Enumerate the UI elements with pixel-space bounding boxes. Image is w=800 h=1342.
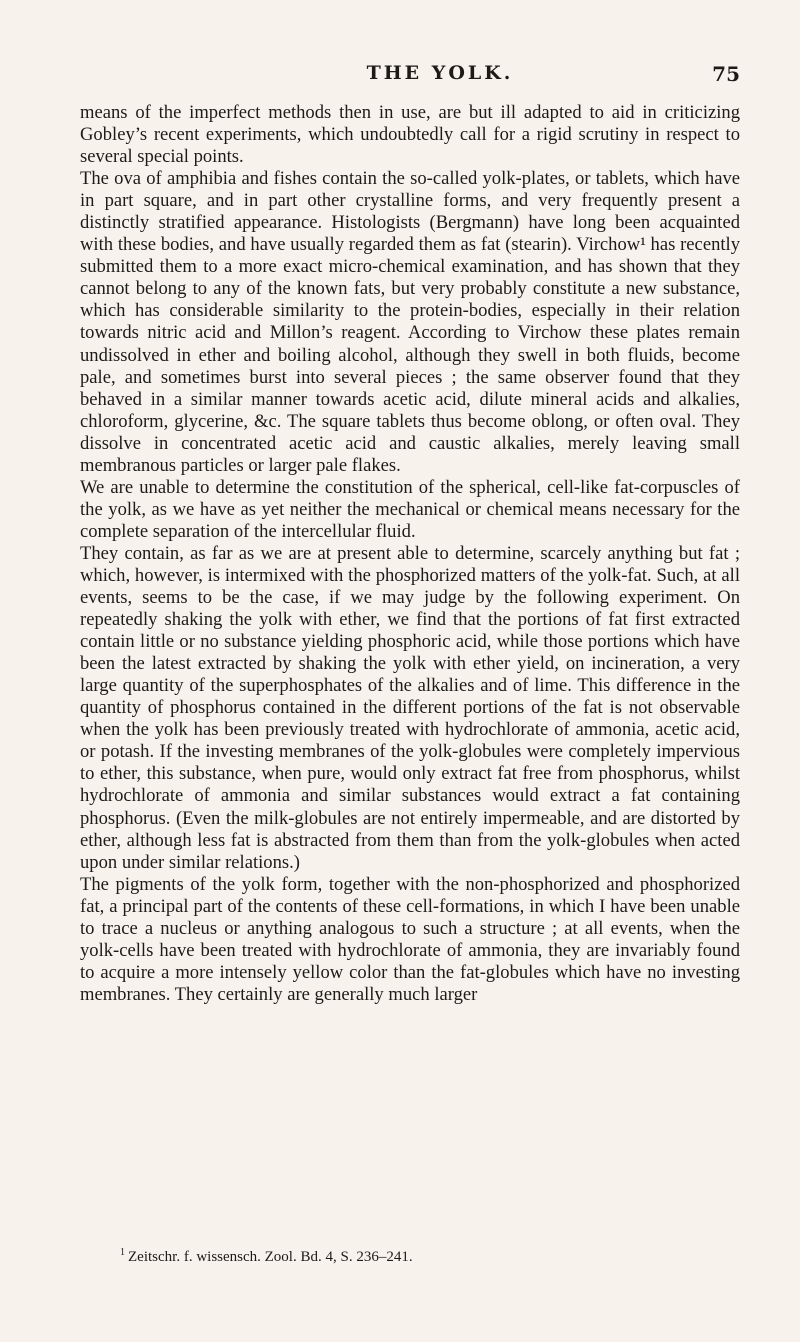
paragraph: They contain, as far as we are at present able to determine, scarcely anything but fat ; which, however, is intermixed with the phosphorized matters of the yolk-fat. Such, at all events, seems to be the case, if we may judge by the following experiment. On repeatedly shaking the yolk with ether, we find that the portions of fat first extracted contain little or no substance yielding phosphoric acid, while those portions which have been the latest extracted by shaking the yolk with ether yield, on incineration, a very large quantity of the superphosphates of the alkalies and of lime. This difference in the quantity of phosphorus contained in the different portions of the fat is not observable when the yolk has been previously treated with hydrochlorate of ammonia, acetic acid, or potash. If the investing membranes of the yolk-globules were completely impervious to ether, this substance, when pure, would only extract fat free from phosphorus, whilst hydrochlorate of ammonia and similar substances would extract a fat containing phosphorus. (Even the milk-globules are not entirely impermeable, and are distorted by ether, although less fat is abstracted from them than from the yolk-globules when acted upon under similar relations.) — [80, 542, 740, 873]
footnote-text: Zeitschr. f. wissensch. Zool. Bd. 4, S. 236–241. — [128, 1249, 413, 1265]
running-title: THE YOLK. — [366, 62, 514, 84]
paragraph: The ova of amphibia and fishes contain the so-called yolk-plates, or tablets, which have in part square, and in part other crystalline forms, and very frequently present a distinctly stratified appearance. Histologists (Bergmann) have long been acquainted with these bodies, and have usually regarded them as fat (stearin). Virchow¹ has recently submitted them to a more exact micro-chemical examination, and has shown that they cannot belong to any of the known fats, but very probably constitute a new substance, which has considerable similarity to the protein-bodies, especially in their relation towards nitric acid and Millon’s reagent. According to Virchow these plates remain undissolved in ether and boiling alcohol, although they swell in both fluids, become pale, and sometimes burst into several pieces ; the same observer found that they behaved in a similar manner towards acetic acid, dilute mineral acids and alkalies, chloroform, glycerine, &c. The square tablets thus become oblong, or often oval. They dissolve in concentrated acetic acid and caustic alkalies, merely leaving small membranous particles or larger pale flakes. — [80, 168, 740, 476]
running-head — [80, 62, 740, 90]
footnote-marker: 1 — [120, 1247, 125, 1258]
paragraph: The pigments of the yolk form, together with the non-phosphorized and phosphorized fat, a principal part of the contents of these cell-formations, in which I have been unable to trace a nucleus or anything analogous to such a structure ; at all events, when the yolk-cells have been treated with hydrochlorate of ammonia, they are invariably found to acquire a more intensely yellow color than the fat-globules which have no investing membranes. They certainly are generally much larger — [80, 873, 740, 1005]
body-text — [80, 102, 740, 1006]
paragraph: We are unable to determine the constitution of the spherical, cell-like fat-corpuscles of the yolk, as we have as yet neither the mechanical or chemical means necessary for the complete separation of the intercellular fluid. — [80, 476, 740, 542]
page-number: 75 — [712, 62, 740, 86]
footnote — [120, 1244, 740, 1266]
paragraph: means of the imperfect methods then in use, are but ill adapted to aid in criticizing Gobley’s recent experiments, which undoubtedly call for a rigid scrutiny in respect to several special points. — [80, 102, 740, 168]
